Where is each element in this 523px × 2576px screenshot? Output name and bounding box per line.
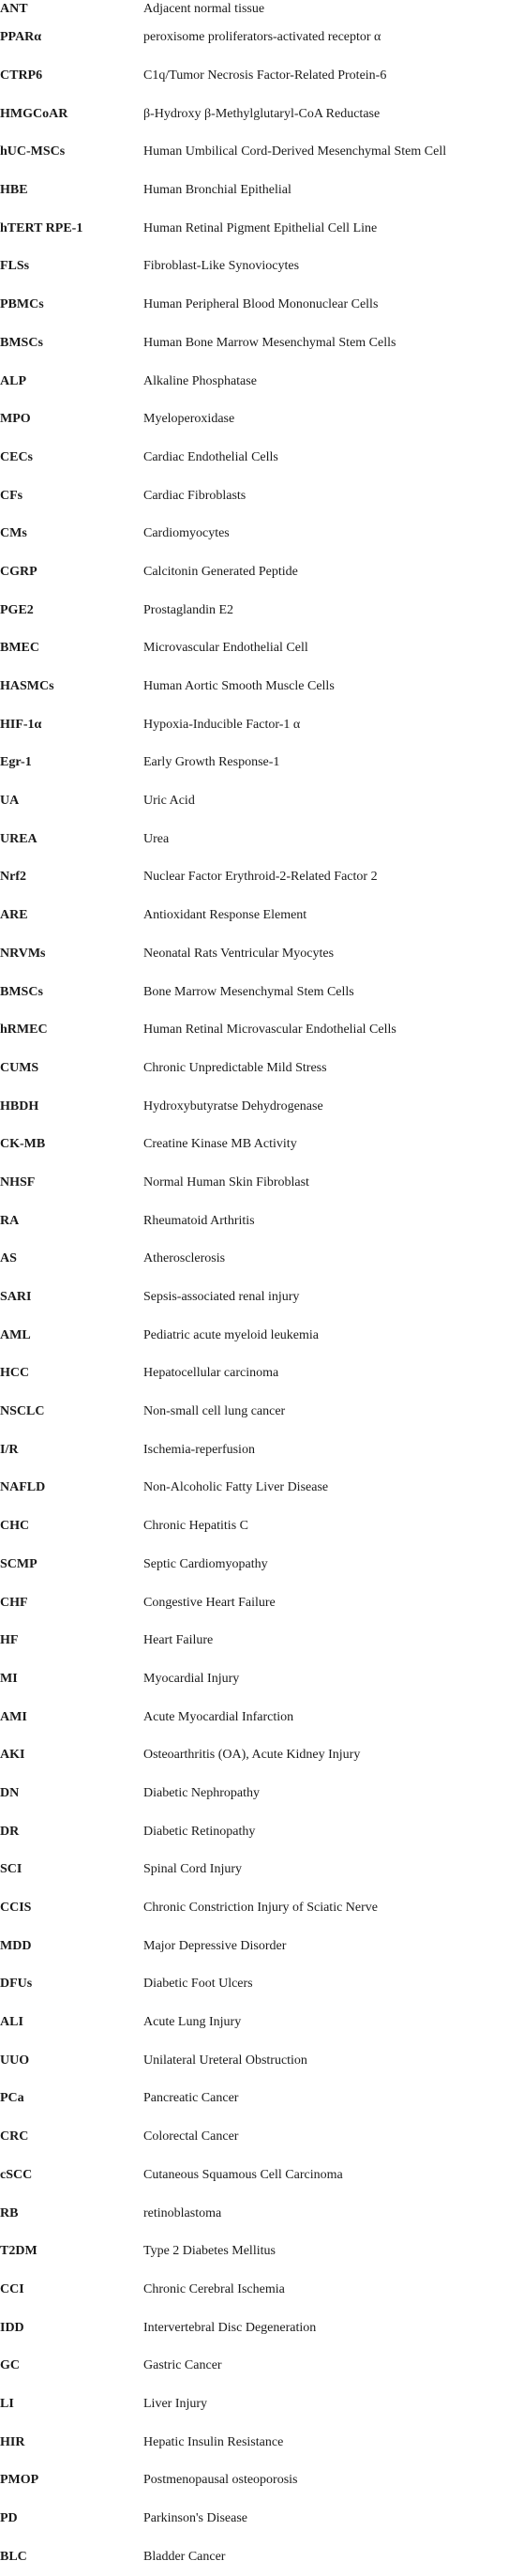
abbreviation-definition: Pancreatic Cancer	[143, 2091, 239, 2106]
abbreviation-row	[0, 1431, 523, 1469]
abbreviation-term: SCMP	[0, 1556, 37, 1571]
abbreviation-row	[0, 439, 523, 477]
abbreviation-row	[0, 1698, 523, 1736]
abbreviation-definition: Type 2 Diabetes Mellitus	[143, 2244, 276, 2259]
abbreviation-definition: Non-small cell lung cancer	[143, 1404, 286, 1419]
abbreviation-term: ALI	[0, 2015, 23, 2030]
abbreviation-row	[0, 325, 523, 363]
abbreviation-definition: Early Growth Response-1	[143, 755, 280, 770]
abbreviation-definition: Diabetic Retinopathy	[143, 1824, 256, 1839]
abbreviation-definition: Sepsis-associated renal injury	[143, 1290, 300, 1305]
abbreviation-term: PBMCs	[0, 297, 44, 312]
abbreviation-definition: Myeloperoxidase	[143, 412, 235, 427]
abbreviation-term: DR	[0, 1824, 20, 1839]
abbreviation-term: UUO	[0, 2053, 30, 2068]
abbreviation-row	[0, 515, 523, 553]
abbreviation-definition: Prostaglandin E2	[143, 602, 234, 617]
abbreviation-definition: Chronic Unpredictable Mild Stress	[143, 1060, 327, 1075]
abbreviation-row	[0, 362, 523, 401]
abbreviation-row	[0, 2309, 523, 2347]
abbreviation-definition: Cardiomyocytes	[143, 526, 230, 541]
abbreviation-definition: Septic Cardiomyopathy	[143, 1556, 268, 1571]
abbreviation-row	[0, 1164, 523, 1203]
abbreviation-term: CTRP6	[0, 68, 43, 83]
abbreviation-row	[0, 2423, 523, 2462]
abbreviation-definition: Cutaneous Squamous Cell Carcinoma	[143, 2167, 343, 2182]
abbreviation-definition: Human Umbilical Cord-Derived Mesenchymal Stem Cell	[143, 144, 447, 159]
abbreviation-definition: Human Aortic Smooth Muscle Cells	[143, 679, 335, 694]
abbreviation-term: BMSCs	[0, 984, 43, 999]
abbreviation-row	[0, 629, 523, 668]
abbreviation-row	[0, 57, 523, 96]
abbreviation-definition: Pediatric acute myeloid leukemia	[143, 1327, 319, 1342]
abbreviation-row	[0, 2538, 523, 2576]
abbreviation-term: AS	[0, 1251, 17, 1266]
abbreviation-definition: Atherosclerosis	[143, 1251, 226, 1266]
abbreviation-row	[0, 1660, 523, 1699]
abbreviation-term: HCC	[0, 1366, 30, 1381]
abbreviation-definition: Intervertebral Disc Degeneration	[143, 2320, 317, 2335]
abbreviation-term: cSCC	[0, 2167, 33, 2182]
abbreviation-row	[0, 2347, 523, 2386]
abbreviation-definition: Osteoarthritis (OA), Acute Kidney Injury	[143, 1748, 361, 1763]
abbreviation-row	[0, 1469, 523, 1508]
abbreviation-term: HMGCoAR	[0, 106, 68, 121]
abbreviation-row	[0, 973, 523, 1011]
abbreviation-term: MI	[0, 1671, 18, 1686]
abbreviation-definition: Antioxidant Response Element	[143, 908, 307, 923]
abbreviation-row	[0, 1889, 523, 1928]
abbreviation-definition: Fibroblast-Like Synoviocytes	[143, 259, 300, 274]
abbreviation-term: MPO	[0, 412, 31, 427]
abbreviation-term: BMSCs	[0, 335, 43, 350]
abbreviation-definition: Rheumatoid Arthritis	[143, 1213, 255, 1228]
abbreviation-row	[0, 782, 523, 821]
abbreviation-definition: Neonatal Rats Ventricular Myocytes	[143, 946, 335, 961]
abbreviation-row	[0, 95, 523, 133]
abbreviation-term: CCI	[0, 2281, 24, 2296]
abbreviation-term: MDD	[0, 1938, 32, 1953]
abbreviation-row	[0, 1622, 523, 1660]
abbreviation-definition: Acute Lung Injury	[143, 2015, 242, 2030]
abbreviation-definition: Major Depressive Disorder	[143, 1938, 287, 1953]
abbreviation-term: BLC	[0, 2549, 27, 2564]
abbreviation-definition: Calcitonin Generated Peptide	[143, 564, 298, 579]
abbreviation-row	[0, 1355, 523, 1393]
abbreviation-term: PCa	[0, 2091, 24, 2106]
abbreviation-term: GC	[0, 2358, 20, 2373]
abbreviation-definition: C1q/Tumor Necrosis Factor-Related Protein-6	[143, 68, 387, 83]
abbreviation-definition: Acute Myocardial Infarction	[143, 1709, 294, 1724]
abbreviation-definition: Congestive Heart Failure	[143, 1595, 276, 1610]
abbreviation-definition: Creatine Kinase MB Activity	[143, 1137, 297, 1152]
abbreviation-definition: Liver Injury	[143, 2396, 208, 2411]
abbreviation-row	[0, 935, 523, 974]
abbreviation-term: AKI	[0, 1748, 25, 1763]
abbreviation-term: ALP	[0, 373, 26, 388]
abbreviation-definition: Human Retinal Microvascular Endothelial Cells	[143, 1023, 396, 1038]
abbreviation-row	[0, 401, 523, 439]
abbreviation-term: CHC	[0, 1519, 30, 1534]
abbreviation-row	[0, 2080, 523, 2118]
abbreviation-row	[0, 209, 523, 248]
abbreviation-term: ARE	[0, 908, 28, 923]
abbreviation-definition: Alkaline Phosphatase	[143, 373, 257, 388]
abbreviation-term: IDD	[0, 2320, 24, 2335]
abbreviation-row	[0, 1965, 523, 2004]
abbreviation-term: AMI	[0, 1709, 27, 1724]
abbreviation-row	[0, 2118, 523, 2157]
abbreviation-row	[0, 1279, 523, 1317]
abbreviation-term: CHF	[0, 1595, 28, 1610]
abbreviation-term: NHSF	[0, 1174, 36, 1190]
abbreviation-row	[0, 248, 523, 286]
abbreviation-definition: Parkinson's Disease	[143, 2511, 248, 2526]
abbreviation-row	[0, 1927, 523, 1965]
abbreviation-term: UA	[0, 794, 20, 809]
abbreviation-definition: Ischemia-reperfusion	[143, 1442, 255, 1457]
abbreviation-term: CGRP	[0, 564, 37, 579]
abbreviation-term: CCIS	[0, 1901, 32, 1916]
abbreviation-row	[0, 705, 523, 744]
abbreviation-term: CK-MB	[0, 1137, 46, 1152]
abbreviation-row	[0, 1851, 523, 1889]
abbreviation-row	[0, 553, 523, 592]
abbreviation-term: UREA	[0, 831, 37, 846]
abbreviation-definition: Chronic Hepatitis C	[143, 1519, 248, 1534]
abbreviation-definition: Microvascular Endothelial Cell	[143, 641, 308, 656]
abbreviation-term: hRMEC	[0, 1023, 48, 1038]
abbreviation-definition: Bone Marrow Mesenchymal Stem Cells	[143, 984, 354, 999]
abbreviation-term: NAFLD	[0, 1480, 46, 1495]
abbreviation-term: CRC	[0, 2129, 29, 2144]
abbreviation-definition: Human Retinal Pigment Epithelial Cell Line	[143, 220, 378, 235]
abbreviation-definition: Hepatic Insulin Resistance	[143, 2434, 284, 2449]
abbreviation-row	[0, 2271, 523, 2310]
abbreviation-definition: Gastric Cancer	[143, 2358, 222, 2373]
abbreviation-row	[0, 1240, 523, 1279]
abbreviation-definition: Myocardial Injury	[143, 1671, 240, 1686]
abbreviation-row	[0, 1393, 523, 1432]
abbreviation-term: hTERT RPE-1	[0, 220, 83, 235]
abbreviation-term: PGE2	[0, 602, 34, 617]
abbreviation-row	[0, 1202, 523, 1240]
abbreviation-term: NSCLC	[0, 1404, 45, 1419]
abbreviation-definition: Heart Failure	[143, 1633, 214, 1648]
abbreviation-row	[0, 1087, 523, 1126]
abbreviation-term: NRVMs	[0, 946, 46, 961]
abbreviation-term: HIR	[0, 2434, 25, 2449]
abbreviation-row	[0, 2157, 523, 2195]
abbreviation-row	[0, 1546, 523, 1584]
abbreviation-definition: Hepatocellular carcinoma	[143, 1366, 279, 1381]
abbreviation-row	[0, 1011, 523, 1050]
abbreviation-row	[0, 820, 523, 858]
abbreviation-term: PPARα	[0, 30, 42, 45]
abbreviation-term: HBDH	[0, 1099, 39, 1114]
abbreviation-row	[0, 2462, 523, 2500]
abbreviation-term: FLSs	[0, 259, 30, 274]
abbreviation-definition: Human Peripheral Blood Mononuclear Cells	[143, 297, 379, 312]
abbreviation-term: HF	[0, 1633, 19, 1648]
abbreviation-definition: Cardiac Fibroblasts	[143, 488, 247, 503]
abbreviation-term: hUC-MSCs	[0, 144, 66, 159]
abbreviation-definition: Human Bone Marrow Mesenchymal Stem Cells	[143, 335, 396, 350]
abbreviation-term: CUMS	[0, 1060, 39, 1075]
abbreviation-term: SCI	[0, 1862, 22, 1877]
abbreviation-row	[0, 2500, 523, 2538]
abbreviation-term: RB	[0, 2205, 19, 2220]
abbreviation-definition: Normal Human Skin Fibroblast	[143, 1174, 309, 1190]
abbreviation-definition: Diabetic Nephropathy	[143, 1785, 261, 1800]
abbreviation-row	[0, 2041, 523, 2080]
abbreviation-row	[0, 1583, 523, 1622]
abbreviation-row	[0, 19, 523, 57]
abbreviation-term: DFUs	[0, 1977, 33, 1992]
abbreviation-term: T2DM	[0, 2244, 37, 2259]
abbreviation-definition: Diabetic Foot Ulcers	[143, 1977, 253, 1992]
abbreviation-definition: Chronic Constriction Injury of Sciatic Nerve	[143, 1901, 378, 1916]
abbreviation-definition: retinoblastoma	[143, 2205, 222, 2220]
abbreviation-definition: Postmenopausal osteoporosis	[143, 2473, 298, 2488]
abbreviation-definition: Bladder Cancer	[143, 2549, 226, 2564]
abbreviation-definition: Nuclear Factor Erythroid-2-Related Factor 2	[143, 870, 378, 885]
abbreviation-row	[0, 1316, 523, 1355]
abbreviation-row	[0, 1508, 523, 1546]
abbreviation-row	[0, 133, 523, 172]
abbreviation-row	[0, 2386, 523, 2424]
abbreviation-definition: Adjacent normal tissue	[143, 2, 265, 16]
abbreviation-definition: peroxisome proliferators-activated receptor α	[143, 30, 381, 45]
abbreviation-definition: Urea	[143, 831, 170, 846]
abbreviation-row	[0, 172, 523, 210]
abbreviation-term: ANT	[0, 2, 28, 16]
abbreviation-term: RA	[0, 1213, 20, 1228]
abbreviation-row	[0, 591, 523, 629]
abbreviation-row	[0, 2004, 523, 2042]
abbreviation-definition: Non-Alcoholic Fatty Liver Disease	[143, 1480, 329, 1495]
abbreviation-term: PMOP	[0, 2473, 39, 2488]
abbreviation-row	[0, 897, 523, 935]
abbreviation-definition: Human Bronchial Epithelial	[143, 183, 291, 198]
abbreviation-row	[0, 668, 523, 706]
abbreviation-term: DN	[0, 1785, 20, 1800]
abbreviation-term: BMEC	[0, 641, 39, 656]
abbreviation-definition: Chronic Cerebral Ischemia	[143, 2281, 285, 2296]
abbreviation-definition: Hydroxybutyratse Dehydrogenase	[143, 1099, 323, 1114]
abbreviation-term: AML	[0, 1327, 31, 1342]
abbreviation-row	[0, 858, 523, 897]
abbreviation-term: HBE	[0, 183, 28, 198]
abbreviation-definition: Hypoxia-Inducible Factor-1 α	[143, 717, 301, 732]
abbreviation-term: HIF-1α	[0, 717, 42, 732]
abbreviation-row	[0, 2233, 523, 2271]
abbreviation-definition: Cardiac Endothelial Cells	[143, 449, 278, 464]
abbreviation-row	[0, 1736, 523, 1775]
abbreviation-term: CMs	[0, 526, 27, 541]
abbreviation-definition: Uric Acid	[143, 794, 195, 809]
abbreviation-term: Nrf2	[0, 870, 26, 885]
abbreviation-row	[0, 286, 523, 325]
abbreviation-term: LI	[0, 2396, 14, 2411]
abbreviation-row	[0, 1775, 523, 1813]
abbreviation-definition: Spinal Cord Injury	[143, 1862, 242, 1877]
abbreviation-term: HASMCs	[0, 679, 54, 694]
abbreviation-term: PD	[0, 2511, 18, 2526]
abbreviation-row	[0, 0, 523, 19]
abbreviation-term: CFs	[0, 488, 23, 503]
abbreviation-row	[0, 1050, 523, 1088]
abbreviation-row	[0, 2194, 523, 2233]
abbreviation-definition: β-Hydroxy β-Methylglutaryl-CoA Reductase	[143, 106, 381, 121]
abbreviation-term: Egr-1	[0, 755, 32, 770]
abbreviation-term: CECs	[0, 449, 34, 464]
abbreviation-definition: Colorectal Cancer	[143, 2129, 239, 2144]
abbreviation-row	[0, 1126, 523, 1164]
abbreviation-row	[0, 1812, 523, 1851]
abbreviation-term: I/R	[0, 1442, 19, 1457]
abbreviation-row	[0, 477, 523, 515]
abbreviation-row	[0, 744, 523, 782]
abbreviation-term: SARI	[0, 1290, 32, 1305]
abbreviation-definition: Unilateral Ureteral Obstruction	[143, 2053, 307, 2068]
